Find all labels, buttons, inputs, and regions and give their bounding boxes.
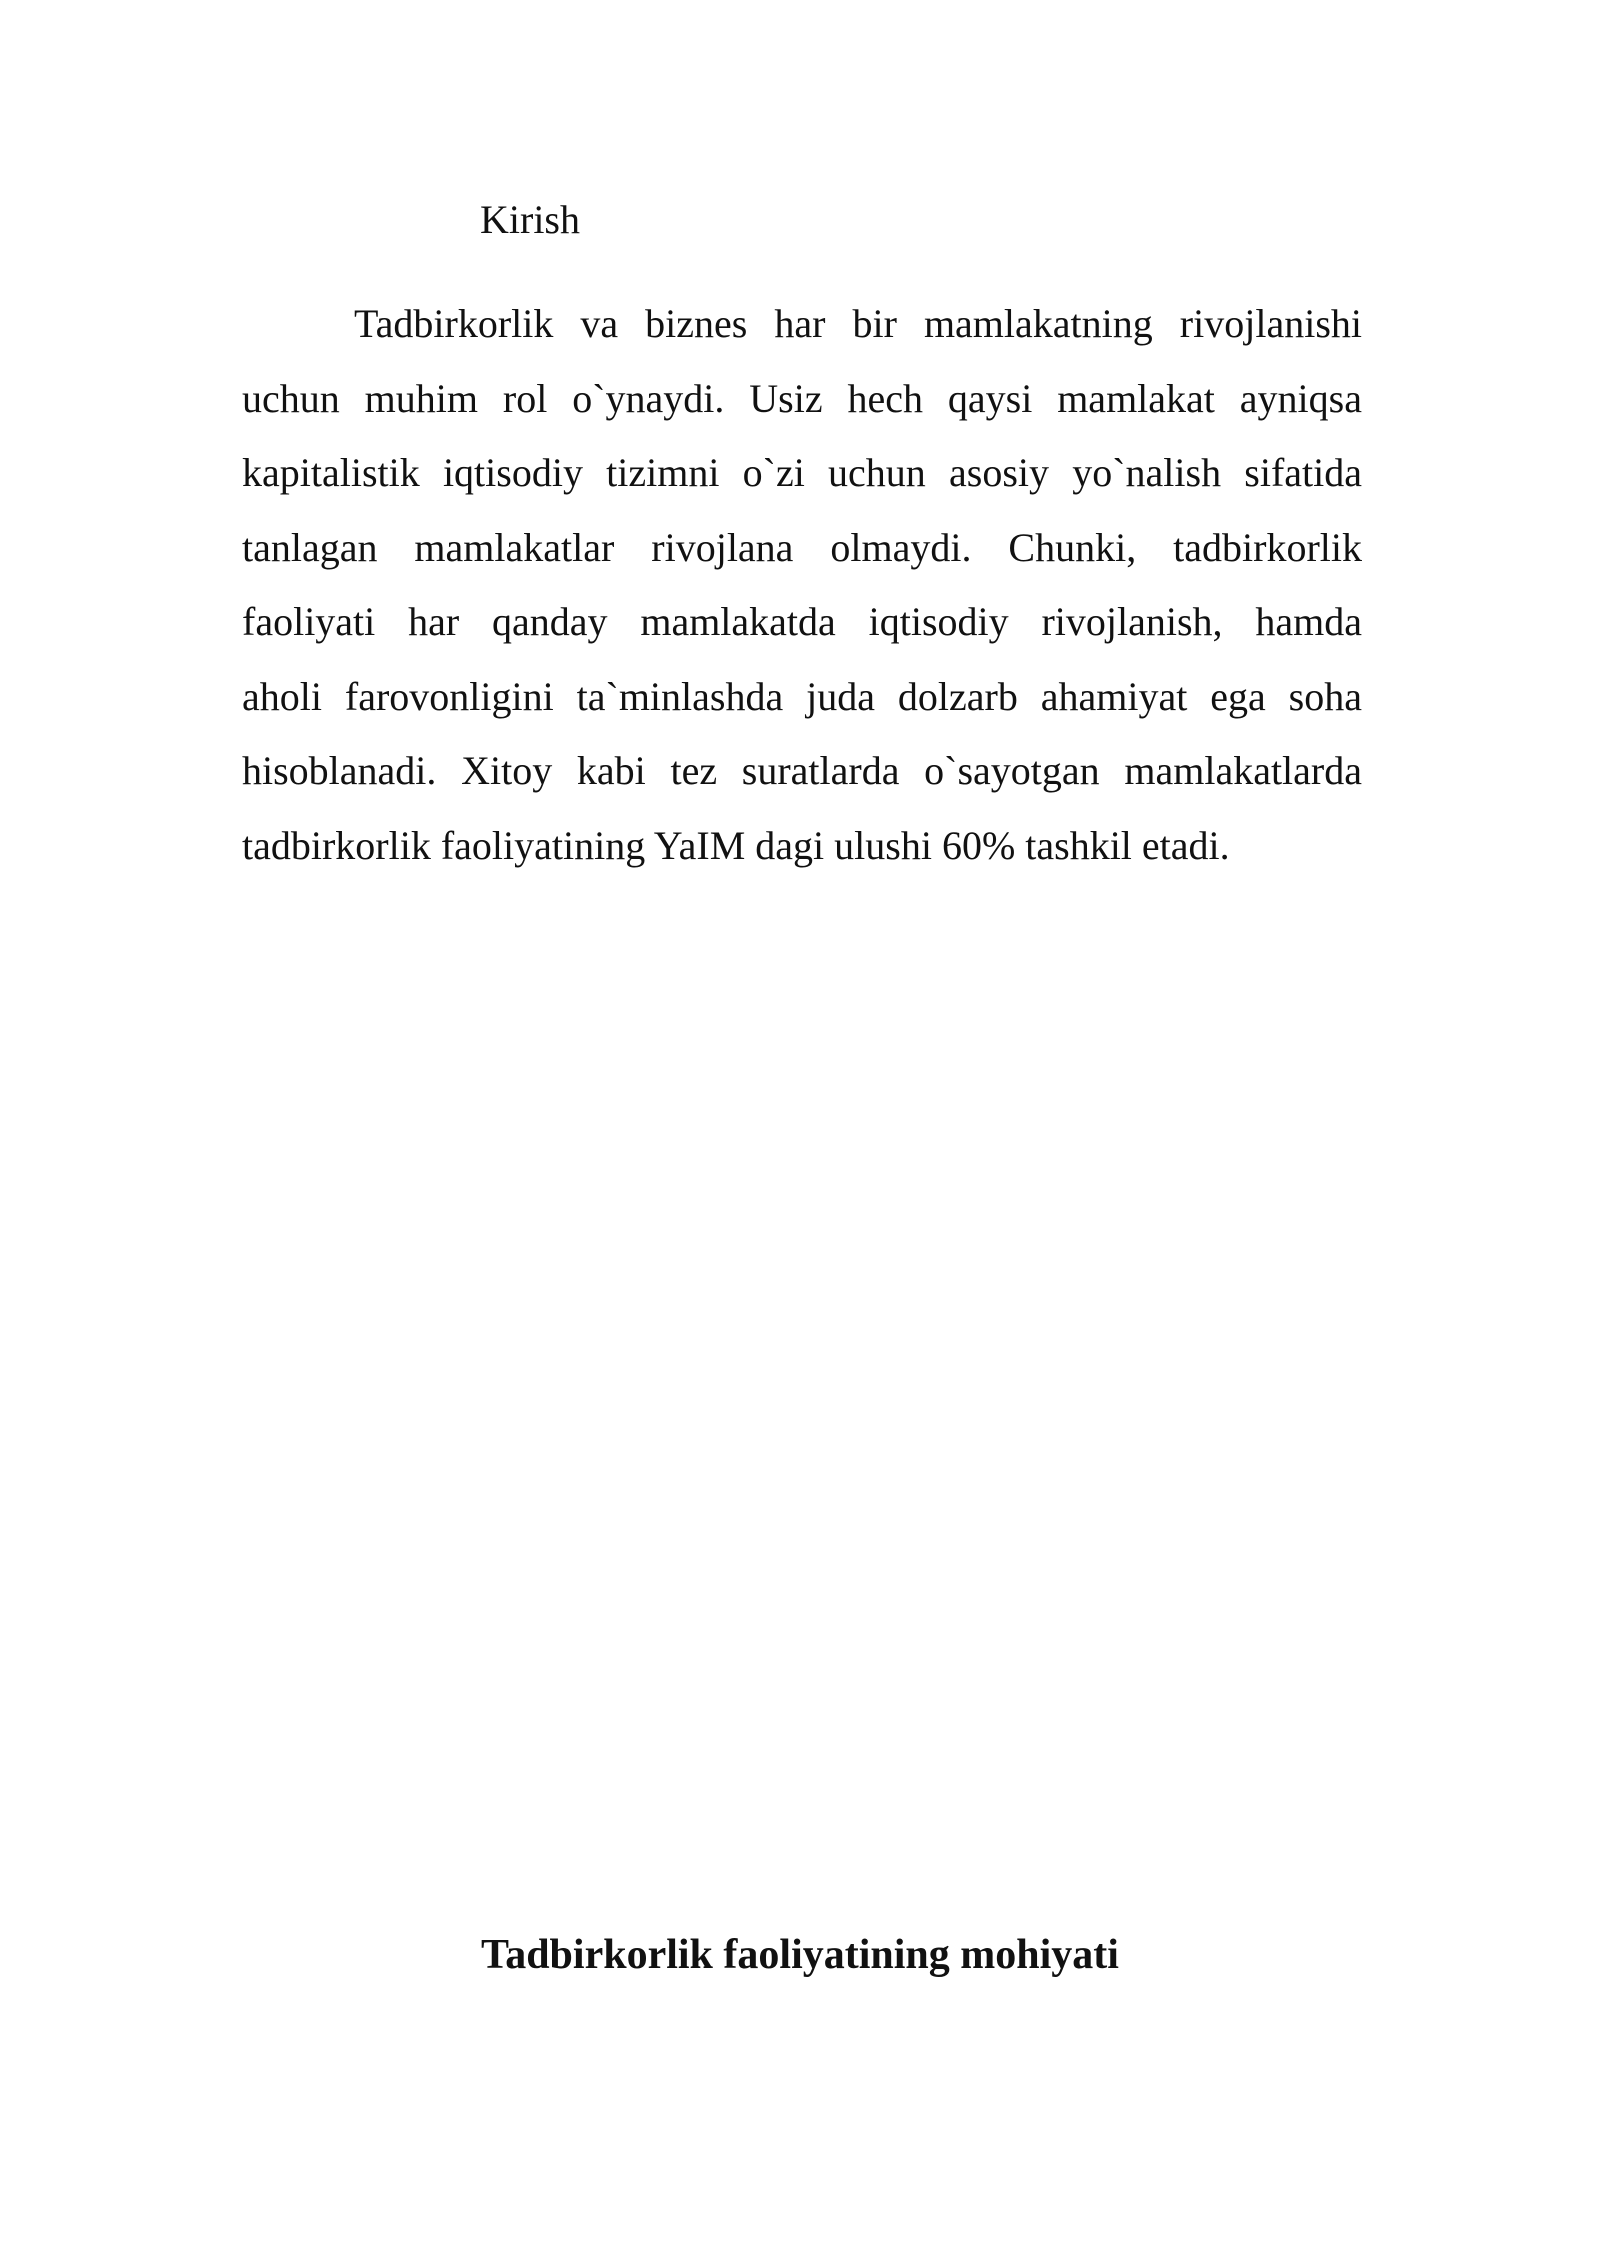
intro-paragraph: [242, 287, 1362, 883]
paragraph-line: Tadbirkorlik va biznes har bir mamlakatning rivojlanishi: [354, 301, 1362, 346]
paragraph-line: tanlagan mamlakatlar rivojlana olmaydi. Chunki, tadbirkorlik: [242, 524, 1362, 570]
paragraph-line: kapitalistik iqtisodiy tizimni o`zi uchun asosiy yo`nalish sifatida: [242, 450, 1362, 495]
intro-heading: Kirish: [480, 197, 580, 242]
paragraph-line: tadbirkorlik faoliyatining YaIM dagi ulushi 60% tashkil etadi.: [242, 822, 1230, 868]
paragraph-line: faoliyati har qanday mamlakatda iqtisodiy rivojlanish, hamda: [242, 599, 1362, 644]
section-heading: Tadbirkorlik faoliyatining mohiyati: [481, 1932, 1119, 1978]
paragraph-line: aholi farovonligini ta`minlashda juda dolzarb ahamiyat ega soha: [242, 673, 1362, 719]
paragraph-line: hisoblanadi. Xitoy kabi tez suratlarda o`sayotgan mamlakatlarda: [242, 748, 1362, 793]
paragraph-line: uchun muhim rol o`ynaydi. Usiz hech qaysi mamlakat ayniqsa: [242, 375, 1362, 421]
